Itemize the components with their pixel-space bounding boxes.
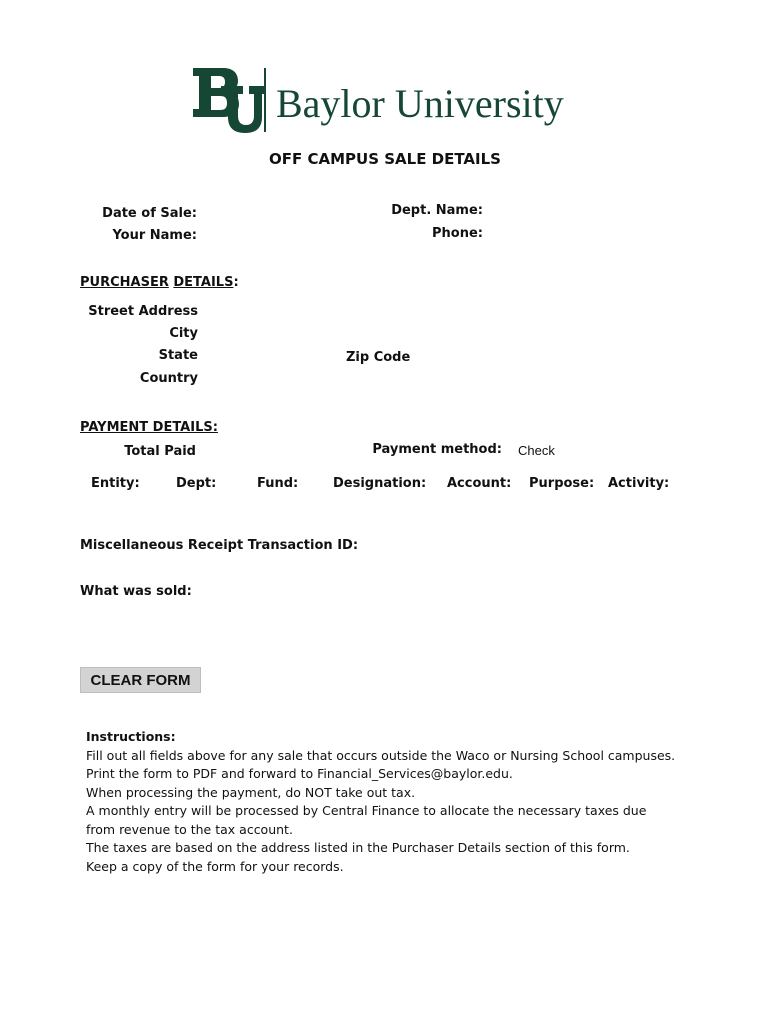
instruction-line: The taxes are based on the address listed in the Purchaser Details section of this form. [86, 840, 630, 855]
state-label: State [158, 348, 198, 363]
entity-label: Entity: [91, 476, 140, 491]
form-title: OFF CAMPUS SALE DETAILS [269, 150, 501, 168]
date-of-sale-field[interactable] [203, 204, 373, 222]
entity-field[interactable] [80, 496, 152, 514]
your-name-field[interactable] [203, 226, 373, 244]
country-label: Country [139, 371, 198, 386]
details-heading-word: DETAILS [173, 275, 234, 290]
zip-code-label: Zip Code [346, 350, 411, 365]
fund-field[interactable] [248, 496, 320, 514]
your-name-label: Your Name: [112, 228, 197, 243]
what-sold-label: What was sold: [80, 584, 192, 599]
purchaser-details-heading [80, 275, 239, 290]
city-label: City [169, 326, 198, 341]
clear-form-button[interactable]: CLEAR FORM [80, 667, 201, 693]
purpose-label: Purpose: [529, 476, 595, 491]
account-label: Account: [447, 476, 512, 491]
total-paid-label: Total Paid [124, 444, 196, 459]
designation-field[interactable] [333, 496, 428, 514]
heading-colon: : [233, 275, 239, 290]
instruction-line: Print the form to PDF and forward to Financial_Services@baylor.edu. [86, 766, 513, 781]
dept-label: Dept: [176, 476, 217, 491]
misc-receipt-label: Miscellaneous Receipt Transaction ID: [80, 538, 359, 553]
instruction-line: When processing the payment, do NOT take out tax. [86, 784, 416, 800]
what-sold-field[interactable] [182, 582, 682, 622]
phone-field[interactable] [488, 224, 688, 242]
purchaser-heading-word: PURCHASER [80, 275, 169, 290]
designation-label: Designation: [333, 476, 427, 491]
payment-method-label: Payment method: [372, 442, 502, 457]
activity-field[interactable] [604, 496, 679, 514]
dept-field[interactable] [165, 496, 237, 514]
instructions-block [86, 728, 726, 876]
city-field[interactable] [204, 324, 404, 342]
fund-label: Fund: [257, 476, 299, 491]
state-field[interactable] [204, 346, 334, 364]
street-address-label: Street Address [88, 304, 198, 319]
date-of-sale-label: Date of Sale: [102, 206, 197, 221]
total-paid-field[interactable] [202, 442, 352, 460]
logo-wordmark: Baylor University [276, 81, 564, 126]
dept-name-field[interactable] [488, 201, 688, 219]
phone-label: Phone: [432, 226, 483, 241]
instruction-line: A monthly entry will be processed by Central Finance to allocate the necessary taxes due from revenue to the tax account. [86, 803, 647, 837]
instruction-line: Keep a copy of the form for your records. [86, 858, 344, 874]
misc-receipt-field[interactable] [325, 536, 575, 554]
baylor-logo-graphic [191, 64, 591, 136]
account-field[interactable] [440, 496, 515, 514]
street-address-field[interactable] [204, 302, 504, 320]
baylor-logo [191, 64, 591, 136]
country-field[interactable] [204, 369, 404, 387]
payment-details-heading: PAYMENT DETAILS: [80, 420, 218, 435]
instruction-line: Fill out all fields above for any sale that occurs outside the Waco or Nursing School campuses. [86, 747, 676, 763]
payment-method-select[interactable]: Check [518, 443, 555, 458]
activity-label: Activity: [608, 476, 670, 491]
purpose-field[interactable] [522, 496, 597, 514]
dept-name-label: Dept. Name: [391, 203, 483, 218]
zip-code-field[interactable] [410, 348, 530, 366]
instructions-title: Instructions: [86, 729, 176, 744]
